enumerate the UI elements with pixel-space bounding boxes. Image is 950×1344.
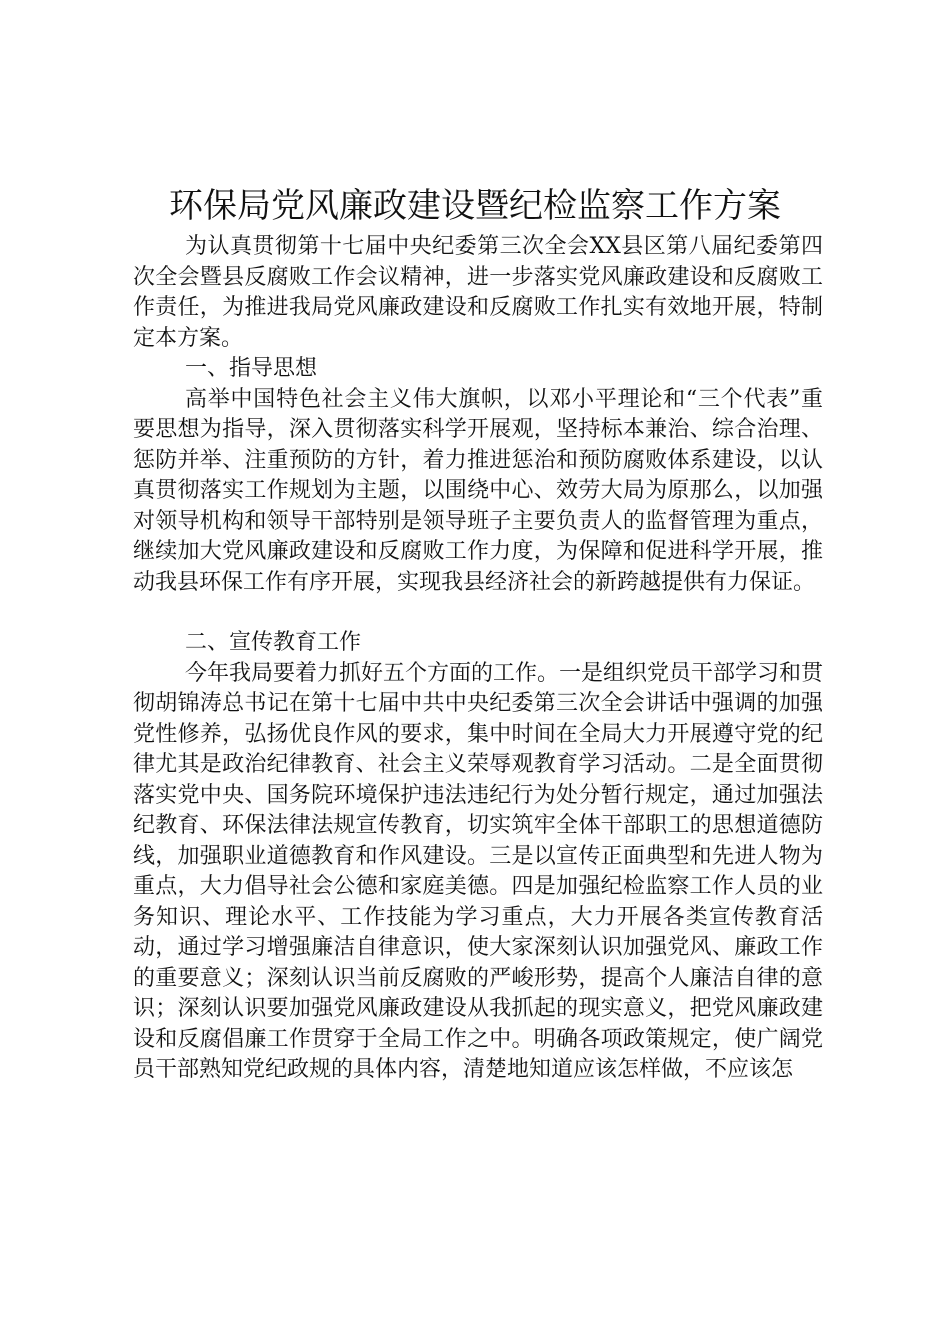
paragraph-spacer (133, 598, 823, 628)
publicity-education-paragraph: 今年我局要着力抓好五个方面的工作。一是组织党员干部学习和贯彻胡锦涛总书记在第十七届中共中央纪委第三次全会讲话中强调的加强党性修养，弘扬优良作风的要求，集中时间在全局大力开展遵守党的纪律尤其是政治纪律教育、社会主义荣辱观教育学习活动。二是全面贯彻落实党中央、国务院环境保护违法违纪行为处分暂行规定，通过加强法纪教育、环保法律法规宣传教育，切实筑牢全体干部职工的思想道德防线，加强职业道德教育和作风建设。三是以宣传正面典型和先进人物为重点，大力倡导社会公德和家庭美德。四是加强纪检监察工作人员的业务知识、理论水平、工作技能为学习重点，大力开展各类宣传教育活动，通过学习增强廉洁自律意识，使大家深刻认识加强党风、廉政工作的重要意义；深刻认识当前反腐败的严峻形势，提高个人廉洁自律的意识；深刻认识要加强党风廉政建设从我抓起的现实意义，把党风廉政建设和反腐倡廉工作贯穿于全局工作之中。明确各项政策规定，使广阔党员干部熟知党纪政规的具体内容，清楚地知道应该怎样做，不应该怎 (133, 660, 824, 1082)
section-heading-guiding-ideology: 一、指导思想 (185, 356, 318, 381)
document-title: 环保局党风廉政建设暨纪检监察工作方案 (169, 186, 781, 226)
section-heading-publicity-education: 二、宣传教育工作 (185, 630, 362, 655)
document-body (133, 232, 823, 1086)
guiding-ideology-paragraph: 高举中国特色社会主义伟大旗帜，以邓小平理论和“三个代表”重要思想为指导，深入贯彻落实科学开展观，坚持标本兼治、综合治理、惩防并举、注重预防的方针，着力推进惩治和预防腐败体系建设，以认真贯彻落实工作规划为主题，以围绕中心、效劳大局为原那么，以加强对领导机构和领导干部特别是领导班子主要负责人的监督管理为重点，继续加大党风廉政建设和反腐败工作力度，为保障和促进科学开展，推动我县环保工作有序开展，实现我县经济社会的新跨越提供有力保证。 (133, 386, 823, 595)
intro-paragraph: 为认真贯彻第十七届中央纪委第三次全会XX县区第八届纪委第四次全会暨县反腐败工作会议精神，进一步落实党风廉政建设和反腐败工作责任，为推进我局党风廉政建设和反腐败工作扎实有效地开展，特制定本方案。 (133, 234, 823, 351)
